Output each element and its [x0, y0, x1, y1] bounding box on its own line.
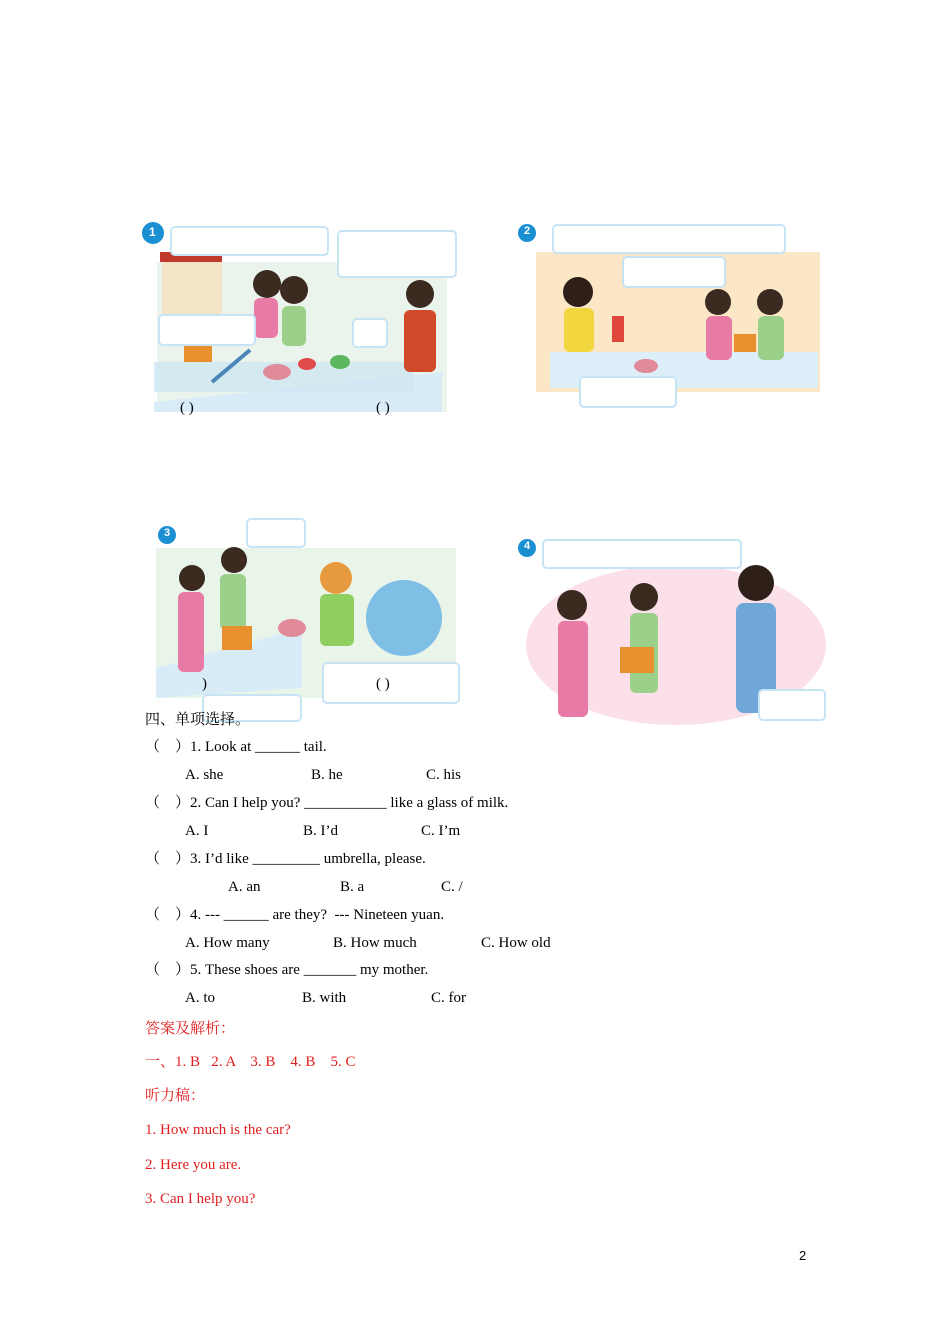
speech-bubble[interactable] — [758, 689, 826, 721]
question-stem: （ ）3. I’d like _________ umbrella, please. — [145, 851, 426, 867]
option[interactable]: C. / — [441, 879, 463, 895]
speech-bubble[interactable] — [337, 230, 457, 278]
answer-blank[interactable]: ( ) — [376, 400, 390, 416]
question-stem: （ ）4. --- ______ are they? --- Nineteen yuan. — [145, 907, 445, 923]
speech-bubble[interactable] — [352, 318, 388, 348]
panel-number: 2 — [524, 225, 531, 237]
option[interactable]: A. she — [185, 767, 224, 783]
speech-bubble[interactable] — [542, 539, 742, 569]
option[interactable]: B. How much — [333, 935, 417, 951]
option[interactable]: C. I’m — [421, 823, 461, 839]
option[interactable]: B. with — [302, 990, 347, 1006]
section-title: 四、单项选择。 — [145, 712, 251, 728]
option[interactable]: B. he — [311, 767, 343, 783]
panel-number: 1 — [149, 225, 156, 239]
question-stem: （ ）2. Can I help you? ___________ like a glass of milk. — [145, 795, 509, 811]
speech-bubble[interactable] — [579, 376, 677, 408]
picture-panel-2 — [516, 220, 822, 410]
answers-title: 答案及解析： — [145, 1021, 236, 1037]
answer-blank[interactable]: ) — [202, 676, 207, 692]
panel-number: 4 — [524, 540, 531, 552]
picture-panel-1 — [142, 222, 462, 417]
question-stem: （ ）1. Look at ______ tail. — [145, 739, 327, 755]
option[interactable]: C. his — [426, 767, 462, 783]
speech-bubble[interactable] — [170, 226, 329, 256]
speech-bubble[interactable] — [552, 224, 786, 254]
speech-bubble[interactable] — [322, 662, 460, 704]
option[interactable]: C. for — [431, 990, 466, 1006]
option[interactable]: A. I — [185, 823, 209, 839]
option[interactable]: A. to — [185, 990, 215, 1006]
option[interactable]: B. I’d — [303, 823, 338, 839]
speech-bubble[interactable] — [246, 518, 306, 548]
picture-panel-4 — [516, 535, 828, 725]
picture-panel-3 — [142, 518, 462, 718]
option[interactable]: A. How many — [185, 935, 270, 951]
panel-number: 3 — [164, 527, 171, 539]
listening-script-line: 2. Here you are. — [145, 1157, 242, 1173]
speech-bubble[interactable] — [158, 314, 256, 346]
option[interactable]: A. an — [228, 879, 261, 895]
listening-script-title: 听力稿： — [145, 1088, 206, 1104]
listening-script-line: 1. How much is the car? — [145, 1122, 291, 1138]
answers-line: 一、1. B 2. A 3. B 4. B 5. C — [145, 1054, 356, 1070]
page-number: 2 — [799, 1248, 807, 1263]
listening-script-line: 3. Can I help you? — [145, 1191, 256, 1207]
question-stem: （ ）5. These shoes are _______ my mother. — [145, 962, 429, 978]
answer-blank[interactable]: ( ) — [180, 400, 194, 416]
option[interactable]: B. a — [340, 879, 365, 895]
answer-blank[interactable]: ( ) — [376, 676, 390, 692]
speech-bubble[interactable] — [622, 256, 726, 288]
option[interactable]: C. How old — [481, 935, 551, 951]
